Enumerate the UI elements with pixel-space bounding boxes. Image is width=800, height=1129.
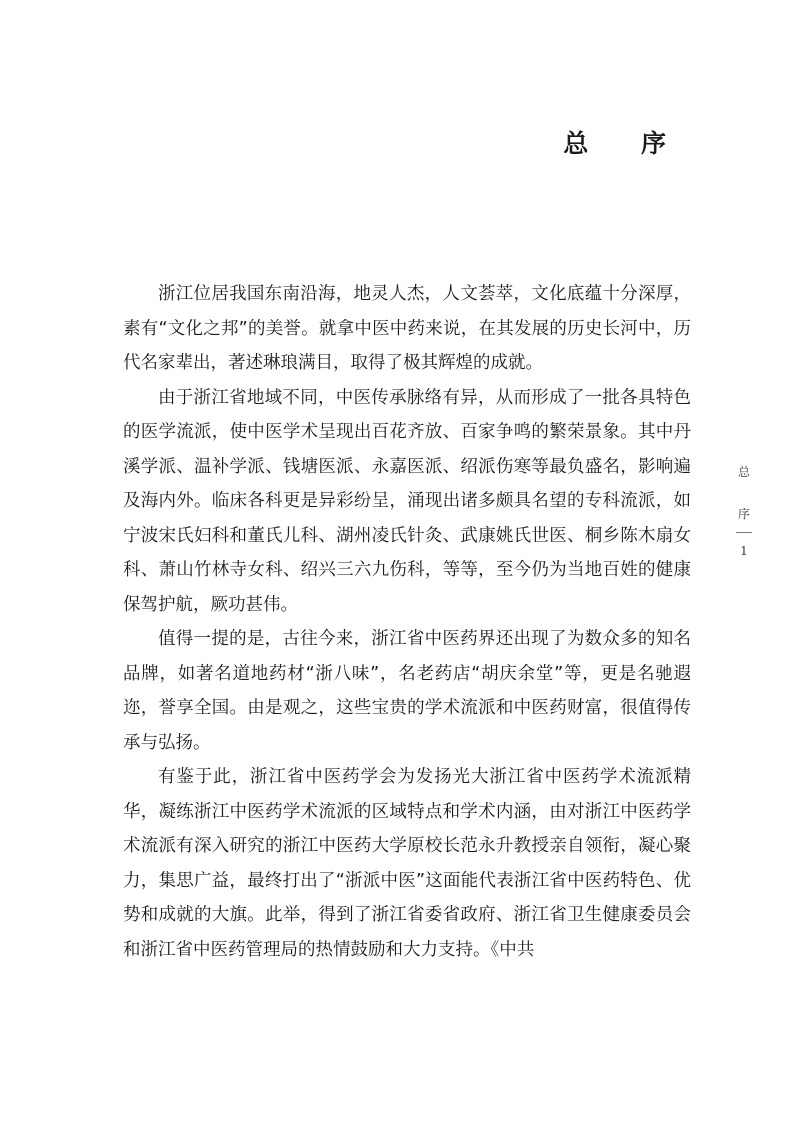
- paragraph-4: 有鉴于此，浙江省中医药学会为发扬光大浙江省中医药学术流派精华，凝练浙江中医药学术流派的区域特点和学术内涵，由对浙江中医药学术流派有深入研究的浙江中医药大学原校长范永升教授亲自领衔，凝心聚力，集思广益，最终打出了“浙派中医”这面能代表浙江省中医药特色、优势和成就的大旗。此举，得到了浙江省委省政府、浙江省卫生健康委员会和浙江省中医药管理局的热情鼓励和大力支持。《中共: [123, 767, 691, 960]
- side-header-char-2: 序: [737, 507, 750, 521]
- paragraph-3: 值得一提的是，古往今来，浙江省中医药界还出现了为数众多的知名品牌，如著名道地药材“浙八味”，名老药店“胡庆余堂”等，更是名驰遐迩，誉享全国。由是观之，这些宝贵的学术流派和中医药财富，很值得传承与弘扬。: [123, 629, 691, 753]
- paragraph-1: 浙江位居我国东南沿海，地灵人杰，人文荟萃，文化底蕴十分深厚，素有“文化之邦”的美誉。就拿中医中药来说，在其发展的历史长河中，历代名家辈出，著述琳琅满目，取得了极其辉煌的成就。: [123, 284, 691, 373]
- side-running-header: [730, 462, 758, 559]
- body-text: [123, 277, 691, 967]
- paragraph-2: 由于浙江省地域不同，中医传承脉络有异，从而形成了一批各具特色的医学流派，使中医学术呈现出百花齐放、百家争鸣的繁荣景象。其中丹溪学派、温补学派、钱塘医派、永嘉医派、绍派伤寒等最负盛名，影响遍及海内外。临床各科更是异彩纷呈，涌现出诸多颇具名望的专科流派，如宁波宋氏妇科和董氏儿科、湖州凌氏针灸、武康姚氏世医、桐乡陈木扇女科、萧山竹林寺女科、绍兴三六九伤科，等等，至今仍为当地百姓的健康保驾护航，厥功甚伟。: [123, 387, 691, 615]
- side-divider: [736, 532, 752, 533]
- side-header-char-1: 总: [737, 465, 750, 479]
- page-number: 1: [740, 544, 748, 558]
- page-title: 总 序: [563, 129, 688, 158]
